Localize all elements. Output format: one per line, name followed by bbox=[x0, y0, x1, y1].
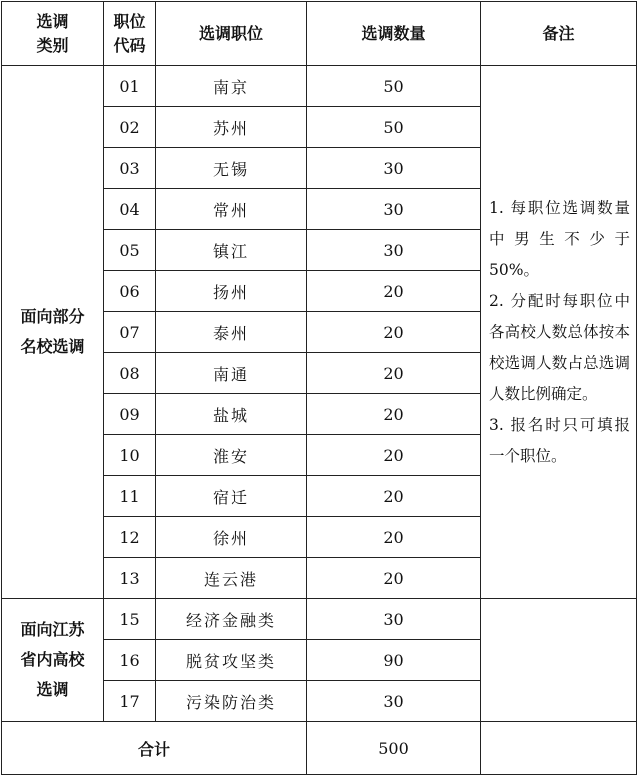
count-cell: 30 bbox=[307, 148, 481, 189]
count-cell: 20 bbox=[307, 353, 481, 394]
count-cell: 20 bbox=[307, 476, 481, 517]
code-cell: 15 bbox=[104, 599, 156, 640]
count-cell: 20 bbox=[307, 517, 481, 558]
code-cell: 11 bbox=[104, 476, 156, 517]
position-cell: 苏州 bbox=[156, 107, 307, 148]
category-label: 面向部分名校选调 bbox=[20, 307, 85, 356]
count-cell: 20 bbox=[307, 435, 481, 476]
recruitment-table bbox=[1, 1, 637, 775]
code-cell: 02 bbox=[104, 107, 156, 148]
position-cell: 徐州 bbox=[156, 517, 307, 558]
count-cell: 30 bbox=[307, 189, 481, 230]
header-count: 选调数量 bbox=[307, 2, 481, 66]
position-cell: 宿迁 bbox=[156, 476, 307, 517]
category-cell bbox=[2, 66, 104, 599]
position-cell: 南通 bbox=[156, 353, 307, 394]
code-cell: 04 bbox=[104, 189, 156, 230]
header-category: 选调类别 bbox=[2, 2, 104, 66]
position-cell: 扬州 bbox=[156, 271, 307, 312]
position-cell: 盐城 bbox=[156, 394, 307, 435]
note-cell bbox=[481, 66, 637, 599]
count-cell: 90 bbox=[307, 640, 481, 681]
header-note: 备注 bbox=[481, 2, 637, 66]
code-cell: 01 bbox=[104, 66, 156, 107]
code-cell: 09 bbox=[104, 394, 156, 435]
code-cell: 07 bbox=[104, 312, 156, 353]
total-note-cell bbox=[481, 722, 637, 775]
position-cell: 常州 bbox=[156, 189, 307, 230]
table-row bbox=[2, 599, 637, 640]
note-item: 3. 报名时只可填报一个职位。 bbox=[489, 415, 630, 465]
count-cell: 50 bbox=[307, 66, 481, 107]
code-cell: 05 bbox=[104, 230, 156, 271]
table-body bbox=[2, 2, 637, 775]
note-item: 2. 分配时每职位中各高校人数总体按本校选调人数占总选调人数比例确定。 bbox=[489, 291, 630, 403]
total-label: 合计 bbox=[2, 722, 307, 775]
count-cell: 20 bbox=[307, 271, 481, 312]
code-cell: 08 bbox=[104, 353, 156, 394]
category-cell bbox=[2, 599, 104, 722]
position-cell: 镇江 bbox=[156, 230, 307, 271]
code-cell: 06 bbox=[104, 271, 156, 312]
position-cell: 泰州 bbox=[156, 312, 307, 353]
code-cell: 10 bbox=[104, 435, 156, 476]
code-cell: 16 bbox=[104, 640, 156, 681]
count-cell: 30 bbox=[307, 230, 481, 271]
count-cell: 30 bbox=[307, 681, 481, 722]
note-item: 1. 每职位选调数量中男生不少于50%。 bbox=[489, 198, 630, 279]
count-cell: 20 bbox=[307, 558, 481, 599]
code-cell: 17 bbox=[104, 681, 156, 722]
note-cell bbox=[481, 599, 637, 722]
code-cell: 03 bbox=[104, 148, 156, 189]
header-code: 职位代码 bbox=[104, 2, 156, 66]
position-cell: 南京 bbox=[156, 66, 307, 107]
header-row bbox=[2, 2, 637, 66]
table-row bbox=[2, 66, 637, 107]
position-cell: 无锡 bbox=[156, 148, 307, 189]
position-cell: 淮安 bbox=[156, 435, 307, 476]
position-cell: 污染防治类 bbox=[156, 681, 307, 722]
total-row bbox=[2, 722, 637, 775]
position-cell: 经济金融类 bbox=[156, 599, 307, 640]
count-cell: 20 bbox=[307, 312, 481, 353]
total-count: 500 bbox=[307, 722, 481, 775]
count-cell: 30 bbox=[307, 599, 481, 640]
code-cell: 12 bbox=[104, 517, 156, 558]
count-cell: 50 bbox=[307, 107, 481, 148]
header-position: 选调职位 bbox=[156, 2, 307, 66]
position-cell: 连云港 bbox=[156, 558, 307, 599]
code-cell: 13 bbox=[104, 558, 156, 599]
category-label: 面向江苏省内高校选调 bbox=[20, 620, 85, 699]
count-cell: 20 bbox=[307, 394, 481, 435]
position-cell: 脱贫攻坚类 bbox=[156, 640, 307, 681]
